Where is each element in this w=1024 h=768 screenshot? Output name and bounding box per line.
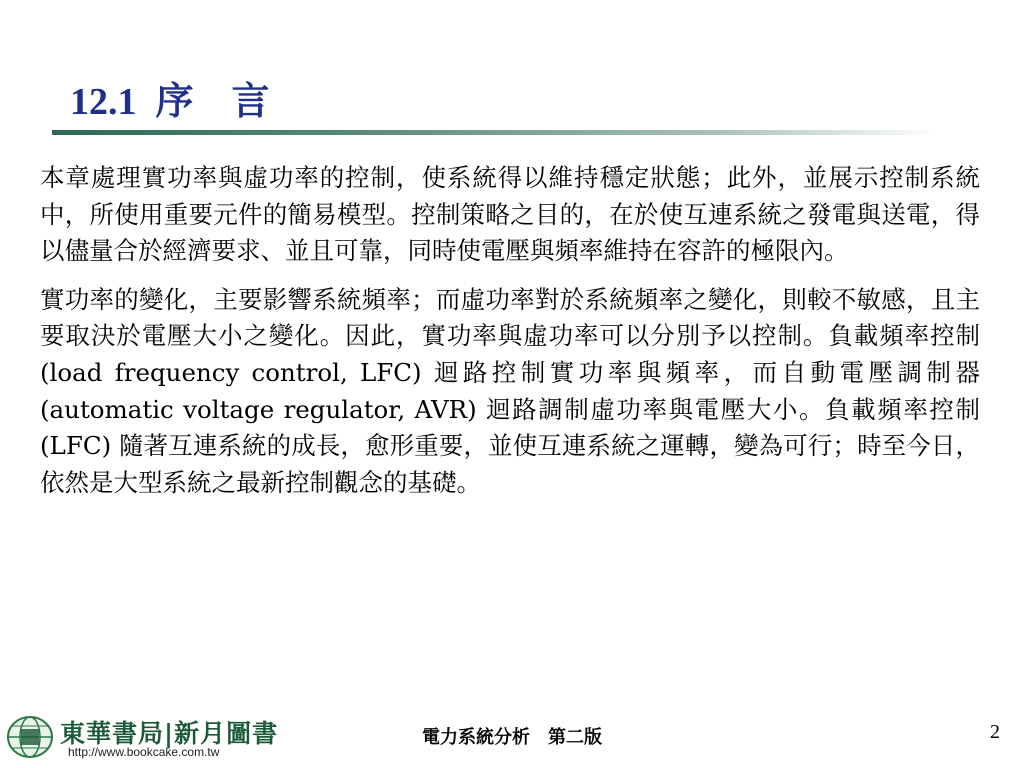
paragraph-control: 實功率的變化，主要影響系統頻率；而虛功率對於系統頻率之變化，則較不敏感，且主要取決於電壓大小之變化。因此，實功率與虛功率可以分別予以控制。負載頻率控制 (load frequency control, LFC) 迴路控制實功率與頻率，而自動電壓調制器 (automatic voltage regulator, AVR) 迴路調制虛功率與電壓大小。負載頻率控制 (LFC) 隨著互連系統的成長，愈形重要，並使互連系統之運轉，變為可行；時至今日，依然是大型系統之最新控制觀念的基礎。 [40,284,980,497]
paragraph-intro: 本章處理實功率與虛功率的控制，使系統得以維持穩定狀態；此外，並展示控制系統中，所使用重要元件的簡易模型。控制策略之目的，在於使互連系統之發電與送電，得以儘量合於經濟要求、並且可靠，同時使電壓與頻率維持在容許的極限內。 [40,163,980,266]
page-number: 2 [990,721,1000,743]
slide-title: 12.1 序 言 [70,81,270,123]
publisher-url: http://www.bookcake.com.tw [68,745,220,759]
publisher-name: 東華書局|新月圖書 [60,719,279,748]
slide-body [40,160,980,501]
book-title: 電力系統分析 第二版 [422,727,602,748]
title-divider [52,130,940,135]
